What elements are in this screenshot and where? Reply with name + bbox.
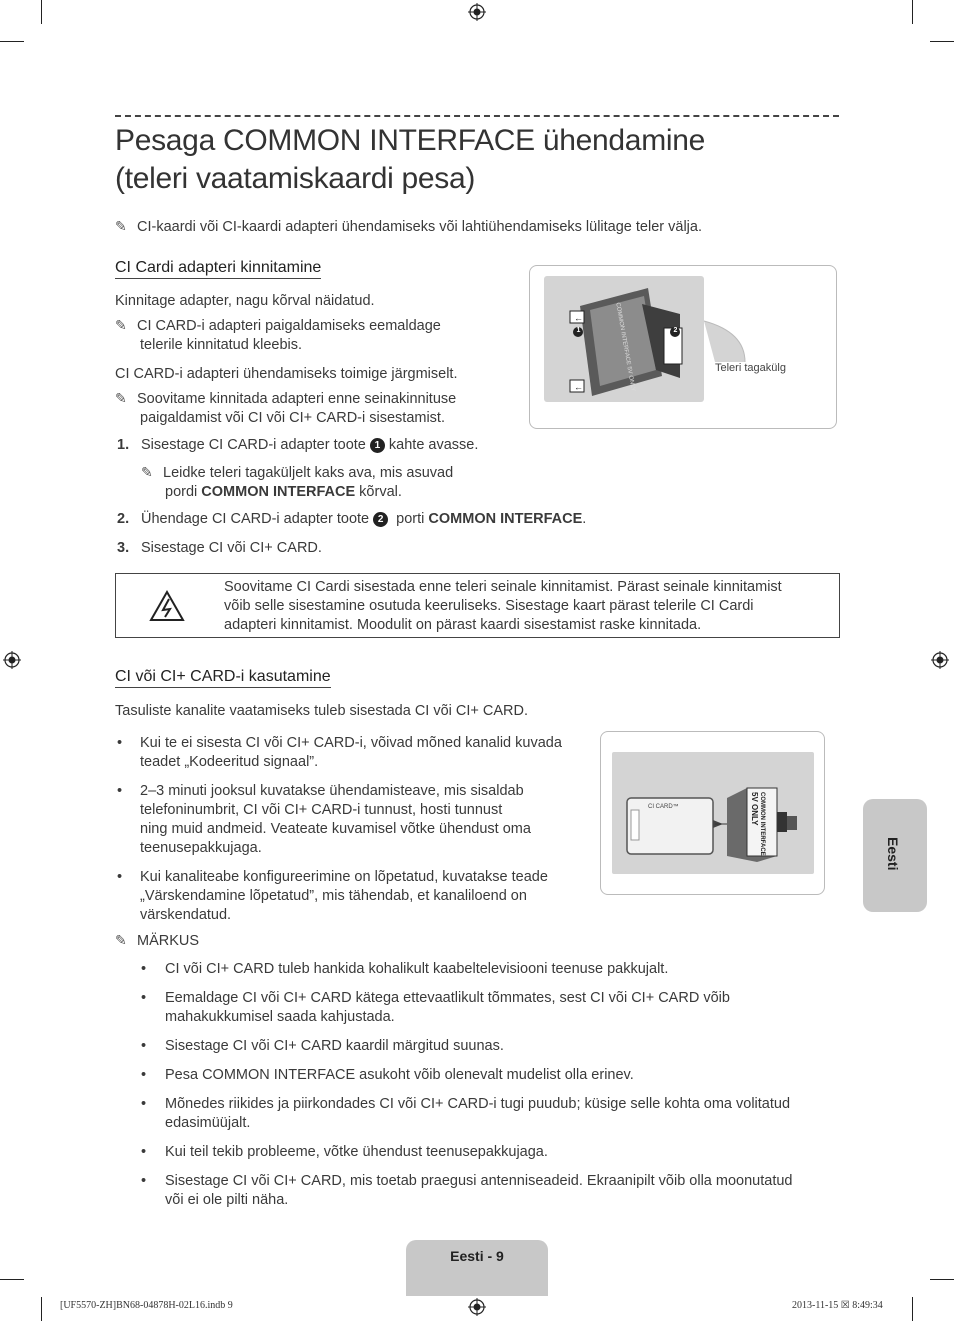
paragraph: Kinnitage adapter, nagu kõrval näidatud. (115, 293, 375, 309)
bullet-dot: • (141, 961, 147, 977)
note-label: MÄRKUS (137, 933, 200, 949)
list-item-text: teenusepakkujaga. (140, 840, 262, 856)
list-item-text: 2–3 minuti jooksul kuvatakse ühendamisteave, mis sisaldab (140, 783, 524, 799)
list-item (141, 989, 841, 1027)
list-item-text: „Värskendamine lõpetatud”, mis tähendab, et kanaliloend on (140, 888, 527, 904)
section-heading: CI või CI+ CARD-i kasutamine (115, 668, 331, 688)
note-text: CI CARD-i adapteri paigaldamiseks eemaldage (137, 318, 441, 334)
figure-caption: Teleri tagakülg (715, 362, 786, 374)
figure-number: 1 (576, 327, 581, 334)
bullet-dot: • (117, 783, 123, 799)
warning-icon (149, 590, 185, 622)
warning-line: võib selle sisestamine osutuda keeruliseks. Sisestage kaart pärast telerile CI Cardi (224, 598, 754, 614)
step-text: porti (396, 511, 425, 527)
svg-text:←: ← (574, 382, 583, 392)
list-item (141, 1037, 841, 1056)
language-tab[interactable] (863, 799, 927, 912)
list-item (117, 782, 587, 858)
list-item-text: CI või CI+ CARD tuleb hankida kohalikult kaabeltelevisiooni teenuse pakkujalt. (165, 961, 669, 977)
title-line: Pesaga COMMON INTERFACE ühendamine (115, 124, 706, 157)
bullet-dot: • (141, 990, 147, 1006)
list-item-text: Eemaldage CI või CI+ CARD kätega ettevaatlikult tõmmates, sest CI või CI+ CARD võib (165, 990, 730, 1006)
list-item (141, 1066, 841, 1085)
crop-mark (0, 41, 24, 42)
bullet-dot: • (141, 1144, 147, 1160)
paragraph: CI CARD-i adapteri ühendamiseks toimige järgmiselt. (115, 366, 458, 382)
list-item-text: Sisestage CI või CI+ CARD kaardil märgitud suunas. (165, 1038, 504, 1054)
step-1-note (141, 463, 541, 502)
intro-note (115, 217, 702, 237)
list-item-text: Mõnedes riikides ja piirkondades CI või CI+ CARD-i tugi puudub; küsige selle kohta oma volitatud (165, 1096, 791, 1112)
note-icon: ✎ (115, 218, 127, 234)
list-item-text: Kui kanaliteabe konfigureerimine on lõpetatud, kuvatakse teade (140, 869, 548, 885)
step-text: Ühendage CI CARD-i adapter toote (141, 511, 370, 527)
list-item-text: või ei ole pilti näha. (165, 1192, 289, 1208)
list-item-text: Kui teil tekib probleeme, võtke ühendust teenusepakkujaga. (165, 1144, 548, 1160)
list-item (117, 734, 587, 772)
adapter-label-text: COMMON INTERFACE (614, 302, 632, 366)
bullet-dot: • (141, 1096, 147, 1112)
list-item-text: Kui te ei sisesta CI või CI+ CARD-i, võivad mõned kanalid kuvada (140, 735, 562, 751)
step-text: Sisestage CI CARD-i adapter toote (141, 437, 366, 453)
footer-file-info: [UF5570-ZH]BN68-04878H-02L16.indb 9 (60, 1300, 233, 1311)
list-item-text: teadet „Kodeeritud signaal”. (140, 754, 319, 770)
paragraph: Tasuliste kanalite vaatamiseks tuleb sisestada CI või CI+ CARD. (115, 703, 529, 719)
ci-card-illustration (601, 732, 824, 894)
step-number: 3. (117, 540, 130, 556)
note-text: Soovitame kinnitada adapteri enne seinakinnituse (137, 391, 457, 407)
callout-2-icon: 2 (373, 512, 388, 527)
note (115, 389, 535, 428)
section1-text (115, 292, 535, 428)
list-item (141, 960, 841, 979)
note-icon: ✎ (115, 932, 127, 948)
list-item-text: edasimüüjalt. (165, 1115, 251, 1131)
warning-text (224, 578, 834, 635)
list-item-text: värskendatud. (140, 907, 232, 923)
crop-mark (912, 0, 913, 24)
ci-card-label: CI CARD™ (648, 804, 679, 810)
module-label-text: 5V ONLY (750, 792, 759, 826)
language-tab-label: Eesti (885, 837, 901, 871)
step-number: 2. (117, 511, 130, 527)
crop-mark (0, 1279, 24, 1280)
note (115, 316, 535, 355)
note-heading (115, 931, 199, 951)
step-text: Sisestage CI või CI+ CARD. (141, 540, 322, 556)
note-text: paigaldamist või CI või CI+ CARD-i sisestamist. (140, 410, 445, 426)
title-line: (teleri vaatamiskaardi pesa) (115, 162, 476, 195)
note-text: Leidke teleri tagaküljelt kaks ava, mis asuvad (163, 465, 454, 481)
list-item (141, 1095, 841, 1133)
warning-line: adapteri kinnitamist. Moodulit on pärast kaardi sisestamist raske kinnitada. (224, 617, 702, 633)
title-rule (115, 115, 839, 117)
list-item (117, 868, 587, 925)
note-icon: ✎ (141, 464, 153, 480)
crop-mark (930, 41, 954, 42)
registration-mark-icon (468, 1298, 486, 1316)
step-3 (117, 539, 517, 558)
figure-ci-card (600, 731, 825, 895)
list-item (141, 1172, 841, 1210)
step-text: kahte avasse. (388, 437, 479, 453)
page-title (115, 122, 705, 198)
registration-mark-icon (3, 651, 21, 669)
warning-line: Soovitame CI Cardi sisestada enne teleri seinale kinnitamist. Pärast seinale kinnitamist (224, 579, 782, 595)
note-text: kõrval. (359, 484, 402, 500)
figure-number: 2 (673, 327, 678, 334)
list-item-text: Sisestage CI või CI+ CARD, mis toetab praegusi antenniseadeid. Ekraanipilt võib olla moonutatud (165, 1173, 793, 1189)
list-item (141, 1143, 841, 1162)
intro-note-text: CI-kaardi või CI-kaardi adapteri ühendamiseks või lahtiühendamiseks lülitage teler välja. (137, 219, 702, 235)
registration-mark-icon (931, 651, 949, 669)
svg-text:←: ← (574, 313, 583, 323)
port-name: COMMON INTERFACE (201, 484, 356, 500)
crop-mark (930, 1279, 954, 1280)
footer-timestamp: 2013-11-15 ☒ 8:49:34 (792, 1300, 883, 1311)
bullet-list (117, 734, 587, 925)
crop-mark (41, 0, 42, 24)
note-text: telerile kinnitatud kleebis. (140, 337, 303, 353)
port-name: COMMON INTERFACE (428, 511, 583, 527)
adapter-illustration (530, 266, 836, 428)
adapter-label-text: 5V ONLY (625, 366, 636, 392)
note-icon: ✎ (115, 390, 127, 406)
page-number-tab (406, 1240, 548, 1296)
bullet-dot: • (117, 869, 123, 885)
step-text: . (582, 511, 587, 527)
note-text: pordi (165, 484, 198, 500)
list-item-text: Pesa COMMON INTERFACE asukoht võib olenevalt mudelist olla erinev. (165, 1067, 634, 1083)
bullet-dot: • (141, 1038, 147, 1054)
bullet-dot: • (141, 1067, 147, 1083)
callout-1-icon: 1 (370, 438, 385, 453)
crop-mark (41, 1297, 42, 1321)
step-1 (117, 436, 537, 455)
list-item-text: telefoninumbrit, CI või CI+ CARD-i tunnust, hosti tunnust (140, 802, 503, 818)
step-number: 1. (117, 437, 130, 453)
page-number: Eesti - 9 (450, 1248, 504, 1264)
module-label (750, 792, 765, 856)
bullet-dot: • (141, 1173, 147, 1189)
registration-mark-icon (468, 3, 486, 21)
figure-adapter (529, 265, 837, 429)
list-item-text: ning muid andmeid. Veateate kuvamisel võtke ühendust oma (140, 821, 531, 837)
step-2 (117, 510, 717, 529)
bullet-dot: • (117, 735, 123, 751)
list-item-text: mahakukkumisel saada kahjustada. (165, 1009, 395, 1025)
note-icon: ✎ (115, 317, 127, 333)
module-label-text: COMMON INTERFACE (759, 792, 765, 856)
crop-mark (912, 1297, 913, 1321)
note-list (141, 960, 841, 1210)
warning-box (115, 573, 840, 638)
section-heading: CI Cardi adapteri kinnitamine (115, 259, 321, 279)
